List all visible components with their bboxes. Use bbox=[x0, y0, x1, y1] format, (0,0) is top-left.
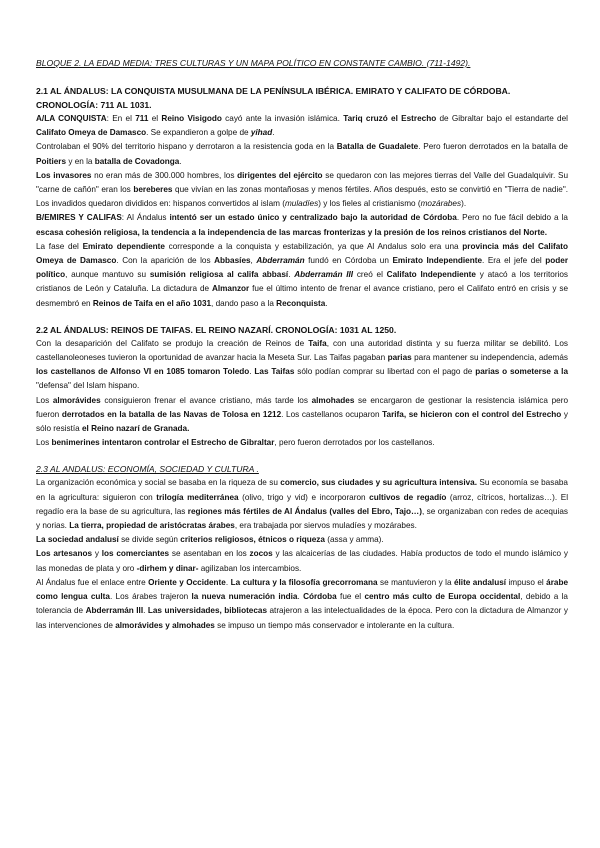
emphasis-run: sumisión religiosa al califa abbasí bbox=[149, 270, 289, 280]
text-run: corresponde a la conquista y estabilización, ya que Al Andalus solo era una bbox=[164, 241, 463, 251]
emphasis-run: élite andalusí bbox=[453, 577, 507, 587]
emphasis-run: yihad bbox=[250, 128, 273, 138]
text-run: cayó ante la invasión islámica. bbox=[221, 114, 344, 123]
text-run: , se organizaban con redes de acequias y norias. bbox=[36, 506, 569, 531]
emphasis-run: Reinos de Taifa en el año 1031 bbox=[92, 298, 212, 308]
text-run: Al Ándalus fue el enlace entre bbox=[36, 577, 149, 587]
emphasis-run: intentó ser un estado único y centralizado bajo la autoridad de Córdoba bbox=[169, 213, 457, 223]
paragraph bbox=[36, 112, 568, 140]
emphasis-run: centro más culto de Europa occidental bbox=[364, 592, 521, 602]
emphasis-run: árabe como lengua culta bbox=[36, 577, 569, 602]
text-run: que vivían en las zonas montañosas y menos fértiles. Años después, esto se convirtió en "Tierra de nadie". Los invadidos quedaron divididos en: hispanos convertidos al islam ( bbox=[36, 185, 568, 209]
emphasis-run: B/EMIRES Y CALIFAS bbox=[36, 213, 122, 223]
text-run: agilizaban los intercambios. bbox=[198, 563, 302, 573]
text-run: . bbox=[288, 270, 295, 280]
paragraph bbox=[36, 337, 568, 394]
text-run: impuso el bbox=[506, 577, 547, 587]
paragraph bbox=[36, 169, 568, 212]
emphasis-run: trilogía mediterránea bbox=[156, 492, 239, 502]
text-run: sólo podían comprar su libertad con el pago de bbox=[294, 367, 476, 377]
text-run: (arroz, cítricos, hortalizas…). El regadío era la base de su agricultura, las bbox=[36, 492, 569, 516]
text-run: , dando paso a la bbox=[211, 298, 277, 308]
paragraph bbox=[36, 476, 568, 533]
emphasis-run: los castellanos de Alfonso VI en 1085 tomaron Toledo bbox=[36, 367, 250, 377]
emphasis-run: 711 bbox=[135, 114, 149, 123]
emphasis-run: Abderramán III bbox=[294, 270, 354, 280]
emphasis-run: mozárabes bbox=[420, 199, 462, 209]
text-run: , con una autoridad distinta y su fuerza militar se debilitó. Los castellanoleoneses tuvieron la oportunidad de avanzar hacia la Meseta Sur. Las Taifas pagaban bbox=[36, 338, 568, 363]
paragraph bbox=[36, 211, 568, 239]
text-run: . bbox=[179, 156, 182, 166]
emphasis-run: escasa cohesión religiosa, la tendencia a la independencia de las marcas fronterizas y la presión de los reinos cristianos del Norte. bbox=[36, 227, 548, 237]
text-run: . bbox=[249, 367, 255, 377]
emphasis-run: La cultura y la filosofía grecorromana bbox=[230, 577, 378, 587]
text-run: , era trabajada por siervos muladíes y mozárabes. bbox=[234, 521, 417, 531]
emphasis-run: Reino Visigodo bbox=[161, 114, 222, 123]
emphasis-run: Batalla de Guadalete bbox=[336, 142, 419, 152]
emphasis-run: La tierra, propiedad de aristócratas árabes bbox=[69, 521, 235, 531]
text-run: y en la bbox=[66, 156, 95, 166]
text-run: se impuso un tiempo más conservador e intolerante en la cultura. bbox=[214, 620, 455, 630]
emphasis-run: poder político bbox=[36, 256, 569, 280]
emphasis-run: A/LA CONQUISTA bbox=[36, 114, 107, 123]
text-run: , bbox=[250, 256, 257, 266]
emphasis-run: Emirato dependiente bbox=[82, 241, 165, 251]
text-run: se mantuvieron y la bbox=[377, 577, 454, 587]
emphasis-run: Poitiers bbox=[36, 156, 67, 166]
text-run: no eran más de 300.000 hombres, los bbox=[91, 170, 238, 180]
emphasis-run: Abderramán bbox=[256, 256, 305, 266]
text-run: y bbox=[92, 549, 102, 559]
emphasis-run: Tarifa, se hicieron con el control del Estrecho bbox=[382, 409, 562, 419]
emphasis-run: cultivos de regadío bbox=[369, 492, 447, 502]
text-run: y atacó a los territorios cristianos de León y Cataluña. La dictadura de bbox=[36, 270, 569, 294]
text-run: Los bbox=[36, 395, 53, 405]
text-run: de Gibraltar bajo el estandarte del bbox=[436, 114, 568, 123]
emphasis-run: Córdoba bbox=[303, 592, 337, 602]
text-run: se quedaron con las mejores tierras del Valle del Guadalquivir. Su "carne de cañón" eran los bbox=[36, 170, 569, 195]
text-run: . Pero no fue fácil debido a la bbox=[456, 213, 568, 223]
emphasis-run: Oriente y Occidente bbox=[148, 577, 226, 587]
text-run: (assa y amma). bbox=[324, 535, 384, 545]
paragraph bbox=[36, 436, 568, 450]
emphasis-run: bereberes bbox=[133, 185, 173, 195]
emphasis-run: Taifa bbox=[308, 338, 327, 348]
text-run: : En el bbox=[106, 114, 136, 123]
paragraph bbox=[36, 140, 568, 168]
text-run: : Al Ándalus bbox=[121, 213, 170, 223]
emphasis-run: Reconquista bbox=[276, 298, 326, 308]
emphasis-run: almohades bbox=[311, 395, 355, 405]
text-run: , aunque mantuvo su bbox=[65, 270, 150, 280]
emphasis-run: La sociedad andalusí bbox=[36, 535, 119, 545]
text-run: ) y los fieles al cristianismo ( bbox=[318, 199, 421, 209]
section-2-3 bbox=[36, 462, 568, 632]
text-run: La fase del bbox=[36, 241, 83, 251]
emphasis-run: Los artesanos bbox=[36, 549, 93, 559]
emphasis-run: Los invasores bbox=[36, 170, 92, 180]
text-run: consiguieron frenar el avance cristiano, más tarde los bbox=[100, 395, 312, 405]
emphasis-run: almorávides y almohades bbox=[115, 620, 215, 630]
text-run: , pero fueron derrotados por los castellanos. bbox=[274, 438, 435, 448]
text-run: . bbox=[143, 606, 148, 616]
emphasis-run: Califato Independiente bbox=[386, 270, 476, 280]
emphasis-run: dirigentes del ejército bbox=[237, 170, 323, 180]
emphasis-run: Tariq cruzó el Estrecho bbox=[343, 114, 437, 123]
text-run: . bbox=[225, 577, 231, 587]
text-run: . Pero fueron derrotados en la batalla de bbox=[418, 142, 568, 152]
section-heading: 2.3 AL ANDALUS: ECONOMÍA, SOCIEDAD Y CULTURA . bbox=[36, 464, 259, 475]
text-run: fue el bbox=[336, 592, 365, 602]
text-run: . Se expandieron a golpe de bbox=[146, 128, 251, 138]
text-run: . Era el jefe del bbox=[482, 256, 546, 266]
paragraph bbox=[36, 547, 568, 575]
emphasis-run: benimerines intentaron controlar el Estrecho de Gibraltar bbox=[51, 438, 275, 448]
emphasis-run: parias bbox=[387, 353, 412, 363]
emphasis-run: batalla de Covadonga bbox=[94, 156, 180, 166]
emphasis-run: muladíes bbox=[284, 199, 319, 209]
text-run: . bbox=[297, 592, 304, 602]
emphasis-run: derrotados en la batalla de las Navas de Tolosa en 1212 bbox=[61, 409, 282, 419]
text-run: ). bbox=[461, 199, 467, 209]
emphasis-run: zocos bbox=[249, 549, 273, 559]
text-run: . Los castellanos ocuparon bbox=[281, 409, 383, 419]
paragraph bbox=[36, 240, 568, 311]
paragraph bbox=[36, 576, 568, 633]
text-run: se encargaron de gestionar la resistencia islámica pero fueron bbox=[36, 395, 568, 419]
emphasis-run: Abbasíes bbox=[214, 256, 251, 266]
text-run: se divide según bbox=[118, 535, 181, 545]
section-2-2 bbox=[36, 323, 568, 451]
emphasis-run: Las universidades, bibliotecas bbox=[147, 606, 268, 616]
text-run: , debido a la tolerancia de bbox=[36, 592, 568, 616]
paragraph bbox=[36, 533, 568, 547]
block-title: BLOQUE 2. LA EDAD MEDIA: TRES CULTURAS Y UN MAPA POLÍTICO EN CONSTANTE CAMBIO. (711-1492). bbox=[36, 58, 471, 68]
text-run: . Con la aparición de los bbox=[116, 256, 215, 266]
emphasis-run: -dirhem y dinar- bbox=[136, 563, 199, 573]
emphasis-run: criterios religiosos, étnicos o riqueza bbox=[180, 535, 325, 545]
text-run: . bbox=[272, 128, 275, 138]
text-run: . bbox=[325, 298, 328, 308]
emphasis-run: provincia más del Califato Omeya de Damasco bbox=[36, 241, 568, 266]
section-heading: 2.1 AL ÁNDALUS: LA CONQUISTA MUSULMANA DE LA PENÍNSULA IBÉRICA. EMIRATO Y CALIFATO DE CÓRDOBA. CRONOLOGÍA: 711 AL 1031. bbox=[36, 86, 511, 110]
text-run: se asentaban en los bbox=[169, 549, 250, 559]
text-run: (olivo, trigo y vid) e incorporaron bbox=[238, 492, 370, 502]
text-run: y sólo resistía bbox=[36, 409, 568, 434]
emphasis-run: regiones más fértiles de Al Ándalus (valles del Ebro, Tajo…) bbox=[187, 506, 422, 516]
emphasis-run: comercio, sus ciudades y su agricultura intensiva. bbox=[280, 478, 477, 488]
emphasis-run: los comerciantes bbox=[101, 549, 170, 559]
text-run: Con la desaparición del Califato se produjo la creación de Reinos de bbox=[36, 338, 309, 348]
text-run: atrajeron a las intelectualidades de la época. Pero con la dictadura de Almanzor y las intervenciones de bbox=[36, 606, 568, 630]
text-run: La organización económica y social se basaba en la riqueza de su bbox=[36, 478, 281, 488]
text-run: para mantener su independencia, además bbox=[411, 353, 569, 363]
emphasis-run: Califato Omeya de Damasco bbox=[36, 128, 147, 138]
emphasis-run: la nueva numeración india bbox=[191, 592, 298, 602]
text-run: creó el bbox=[353, 270, 387, 280]
document-page bbox=[36, 58, 568, 645]
text-run: "defensa" del Islam hispano. bbox=[36, 381, 140, 391]
emphasis-run: Almanzor bbox=[211, 284, 250, 294]
text-run: Los bbox=[36, 438, 52, 448]
text-run: . Los árabes trajeron bbox=[109, 592, 192, 602]
emphasis-run: Emirato Independiente bbox=[392, 256, 482, 266]
text-run: el bbox=[148, 114, 162, 123]
emphasis-run: Las Taifas bbox=[254, 367, 295, 377]
section-heading: 2.2 AL ÁNDALUS: REINOS DE TAIFAS. EL REINO NAZARÍ. CRONOLOGÍA: 1031 AL 1250. bbox=[36, 324, 397, 335]
text-run: Controlaban el 90% del territorio hispano y derrotaron a la resistencia goda en la bbox=[36, 142, 337, 152]
emphasis-run: parias o someterse a la bbox=[475, 367, 568, 377]
section-2-1 bbox=[36, 84, 568, 311]
emphasis-run: almorávides bbox=[52, 395, 101, 405]
text-run: y las alcaicerías de las ciudades. Había productos de todo el mundo islámico y las monedas de plata y oro bbox=[36, 549, 568, 573]
emphasis-run: Abderramán III bbox=[85, 606, 144, 616]
text-run: fundó en Córdoba un bbox=[304, 256, 393, 266]
emphasis-run: el Reino nazarí de Granada. bbox=[81, 424, 190, 434]
text-run: fue el último intento de frenar el avance cristiano, pero el Califato entró en crisis y se desmembró en bbox=[36, 284, 568, 308]
paragraph bbox=[36, 394, 568, 437]
text-run: Su economía se basaba en la agricultura: siguieron con bbox=[36, 478, 568, 502]
